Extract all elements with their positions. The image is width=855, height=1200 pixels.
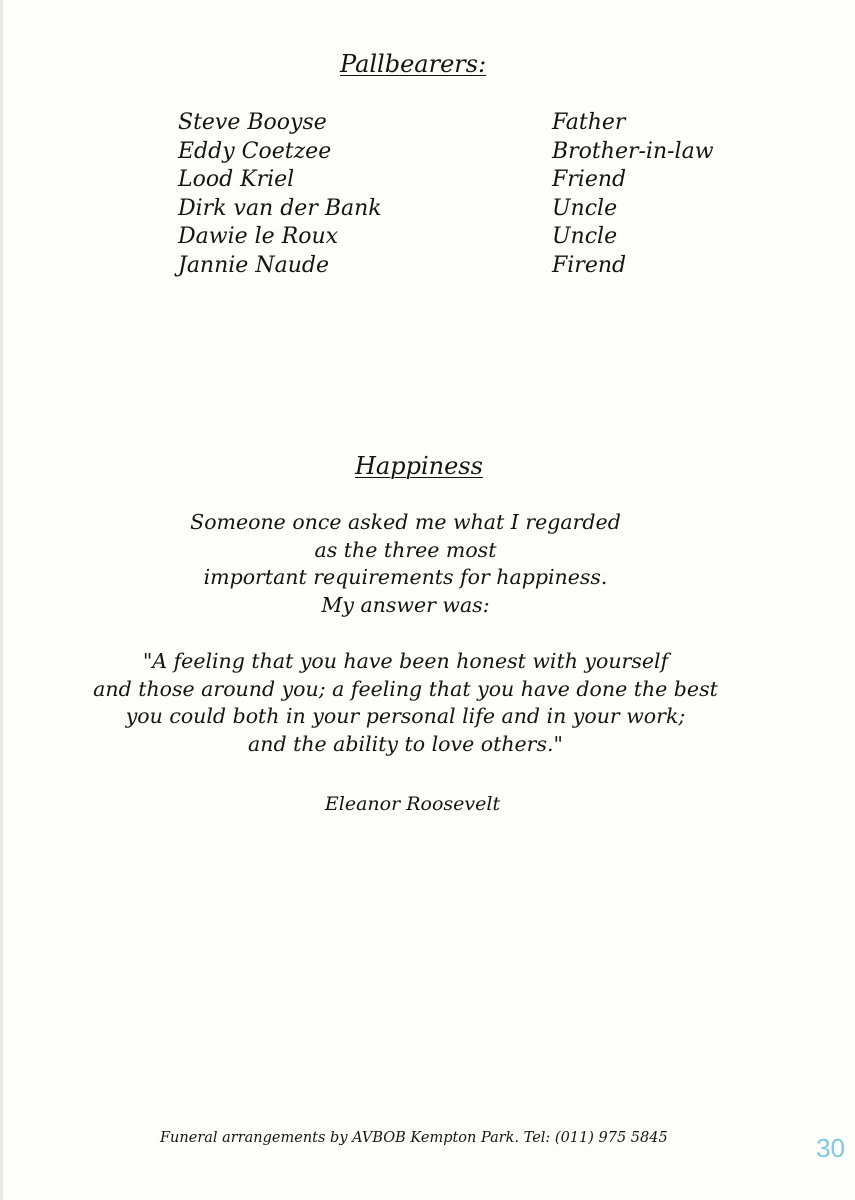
pallbearer-row (178, 166, 738, 195)
quote-line: you could both in your personal life and in your work; (125, 704, 686, 728)
pallbearer-row (178, 252, 738, 281)
quote-line: and the ability to love others." (248, 731, 563, 756)
intro-line: My answer was: (321, 592, 490, 617)
intro-line: as the three most (314, 537, 497, 562)
pallbearer-row (178, 109, 738, 138)
intro-line: important requirements for happiness. (203, 565, 608, 589)
pallbearers-heading: Pallbearers: (340, 50, 487, 78)
intro-line: Someone once asked me what I regarded (190, 510, 621, 534)
quote-line: and those around you; a feeling that you have done the best (93, 676, 718, 701)
pallbearer-relation: Firend (552, 252, 627, 278)
happiness-heading: Happiness (355, 452, 483, 480)
happiness-intro (0, 509, 833, 619)
pallbearer-relation: Uncle (552, 195, 618, 221)
pallbearer-row (178, 195, 738, 224)
pallbearer-name: Jannie Naude (178, 252, 329, 278)
pallbearer-relation: Father (552, 110, 626, 135)
pallbearer-row (178, 223, 738, 252)
pallbearer-relation: Friend (552, 167, 627, 192)
page-number: 30 (816, 1133, 845, 1163)
quote-line: "A feeling that you have been honest with yourself (142, 649, 669, 673)
pallbearer-name: Lood Kriel (178, 167, 295, 192)
pallbearer-name: Steve Booyse (178, 110, 327, 135)
pallbearer-relation: Brother-in-law (552, 138, 714, 164)
quote-author: Eleanor Roosevelt (324, 793, 501, 815)
pallbearer-name: Dawie le Roux (178, 224, 339, 249)
pallbearer-relation: Uncle (552, 224, 618, 249)
pallbearers-list (178, 109, 738, 280)
pallbearer-name: Eddy Coetzee (178, 138, 332, 164)
pallbearer-row (178, 138, 738, 167)
pallbearer-name: Dirk van der Bank (178, 195, 382, 221)
happiness-quote (0, 648, 833, 758)
footer-text: Funeral arrangements by AVBOB Kempton Park. Tel: (011) 975 5845 (160, 1130, 668, 1146)
